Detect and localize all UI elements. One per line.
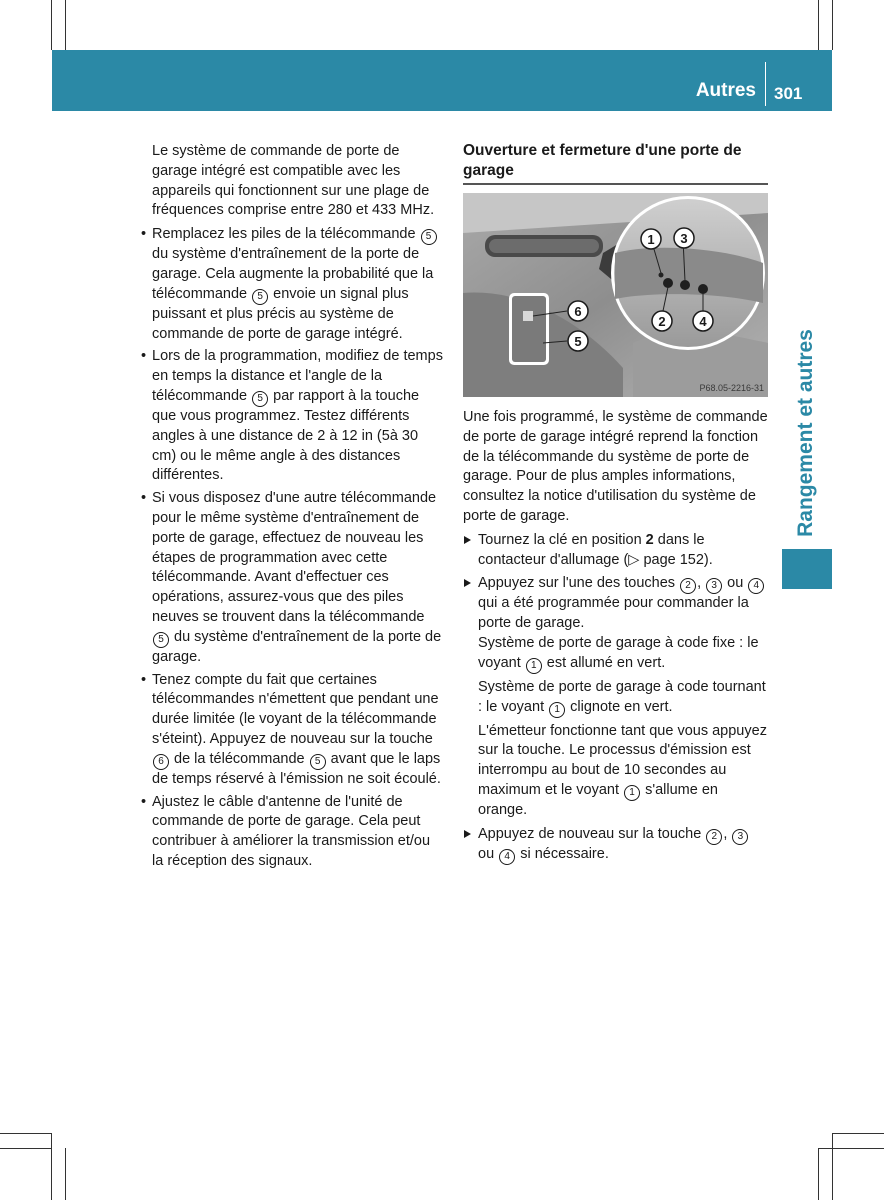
crop-mark	[0, 1148, 51, 1149]
step-arrow-icon	[464, 536, 471, 544]
crop-mark	[818, 0, 819, 50]
bullet-icon: •	[141, 793, 147, 810]
crop-mark	[65, 0, 66, 50]
callout-label: 3	[680, 231, 688, 246]
number-badge: 5	[310, 754, 326, 770]
step-press-again: Appuyez de nouveau sur la touche 2 , 3 ou 4 si nécessaire.	[463, 825, 768, 865]
crop-mark	[51, 0, 52, 50]
number-badge: 2	[680, 578, 696, 594]
step-arrow-icon	[464, 830, 471, 838]
crop-mark	[818, 1148, 884, 1149]
tips-list	[141, 225, 443, 872]
number-badge: 5	[252, 289, 268, 305]
number-badge: 4	[499, 849, 515, 865]
header-divider	[765, 62, 766, 106]
right-column	[463, 408, 768, 869]
number-badge: 5	[252, 391, 268, 407]
number-badge: 1	[549, 702, 565, 718]
crop-mark	[832, 1133, 833, 1200]
step-turn-key: Tournez la clé en position 2 dans le contacteur d'allumage (▷ page 152).	[463, 531, 768, 571]
callout-label: 1	[647, 232, 655, 247]
list-item: • Remplacez les piles de la télécommande 5 du système d'entraînement de la porte de garage. Cela augmente la probabilité que la télécommande 5 envoie un signal plus puissant et plus précis au système de commande de porte de garage intégré.	[141, 225, 443, 344]
section-title: Autres	[695, 80, 756, 101]
list-item: • Tenez compte du fait que certaines télécommandes n'émettent que pendant une durée limitée (le voyant de la télécommande s'éteint). Appuyez de nouveau sur la touche 6 de la télécommande 5 avant que le laps de temps réservé à l'émission ne soit écoulé.	[141, 671, 441, 787]
callout-label: 5	[574, 334, 582, 349]
callout-label: 2	[658, 314, 666, 329]
illustration-svg	[463, 193, 768, 397]
callout-label: 4	[699, 314, 707, 329]
garage-opener-illustration	[463, 193, 768, 397]
intro-paragraph: Le système de commande de porte de garage intégré est compatible avec les appareils qui fonctionnent sur une plage de fréquences comprise entre 280 et 433 MHz.	[152, 143, 435, 219]
list-item: • Lors de la programmation, modifiez de temps en temps la distance et l'angle de la télécommande 5 par rapport à la touche que vous programmez. Testez différents angles à une distance de 2 à 12 in (5à 30 cm) ou le même angle à des distances différentes.	[141, 348, 443, 484]
crop-mark	[832, 0, 833, 50]
chapter-tab	[782, 549, 832, 589]
number-badge: 1	[624, 785, 640, 801]
figure-code: P68.05-2216-31	[699, 383, 764, 393]
step-arrow-icon	[464, 579, 471, 587]
fixed-code-note: Système de porte de garage à code fixe : le voyant 1 est allumé en vert.	[463, 634, 768, 674]
number-badge: 6	[153, 754, 169, 770]
crop-mark	[65, 1148, 66, 1200]
callout-label: 6	[574, 304, 582, 319]
section-heading: Ouverture et fermeture d'une porte de garage	[463, 142, 742, 179]
heading-rule	[463, 183, 768, 185]
number-badge: 4	[748, 578, 764, 594]
page-number: 301	[774, 84, 803, 103]
bullet-icon: •	[141, 490, 147, 507]
left-column	[141, 142, 443, 875]
chapter-tab-label: Rangement et autres	[794, 328, 817, 537]
bullet-icon: •	[141, 226, 147, 243]
number-badge: 3	[706, 578, 722, 594]
crop-mark	[51, 1133, 52, 1200]
number-badge: 1	[526, 658, 542, 674]
crop-mark	[818, 1148, 819, 1200]
emitter-note: L'émetteur fonctionne tant que vous appuyez sur la touche. Le processus d'émission est interrompu au bout de 10 secondes au maximum et le voyant 1 s'allume en orange.	[478, 722, 767, 818]
right-intro-paragraph: Une fois programmé, le système de commande de porte de garage intégré reprend la fonction de la télécommande du système de porte de garage. Pour de plus amples informations, consultez la notice d'utilisation du système de porte de garage.	[463, 409, 768, 524]
bullet-icon: •	[141, 671, 147, 688]
number-badge: 5	[153, 632, 169, 648]
crop-mark	[0, 1133, 51, 1134]
crop-mark	[832, 1133, 884, 1134]
number-badge: 5	[421, 229, 437, 245]
bullet-icon: •	[141, 348, 147, 365]
list-item: • Ajustez le câble d'antenne de l'unité de commande de porte de garage. Cela peut contribuer à améliorer la transmission et/ou la réception des signaux.	[141, 793, 431, 869]
number-badge: 3	[732, 829, 748, 845]
step-press-button: Appuyez sur l'une des touches 2 , 3 ou 4 qui a été programmée pour commander la porte de garage.	[463, 574, 768, 634]
number-badge: 2	[706, 829, 722, 845]
list-item: • Si vous disposez d'une autre télécommande pour le même système d'entraînement de porte de garage, effectuez de nouveau les étapes de programmation avec cette télécommande. Avant d'effectuer ces opérations, assurez-vous que des piles neuves se trouvent dans la télécommande 5 du système d'entraînement de la porte de garage.	[141, 490, 442, 665]
rolling-code-note: Système de porte de garage à code tournant : le voyant 1 clignote en vert.	[463, 678, 768, 718]
